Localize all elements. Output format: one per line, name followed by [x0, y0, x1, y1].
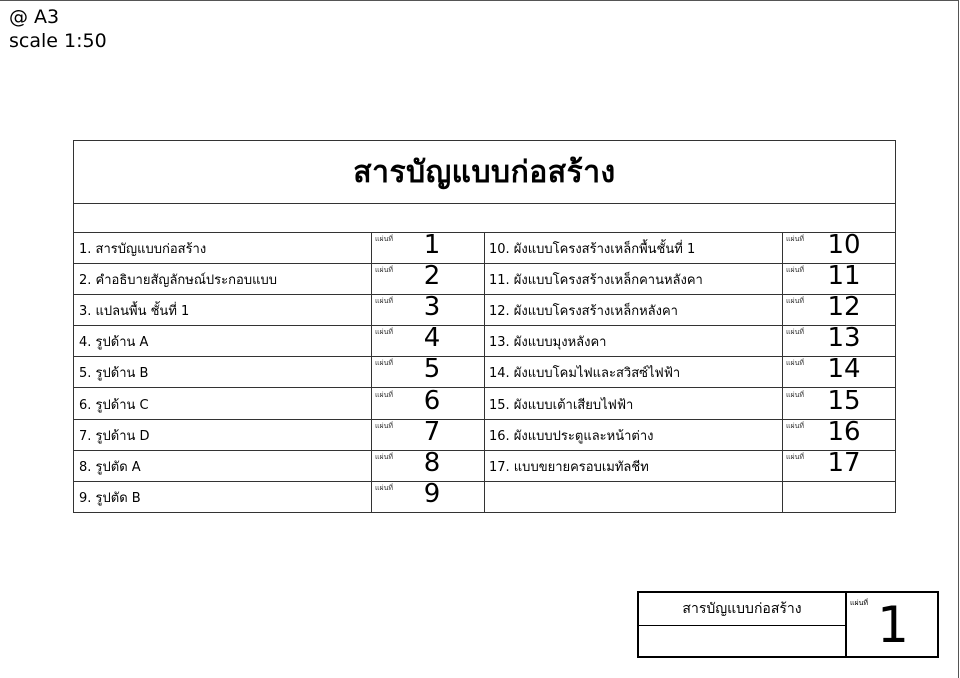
table-row — [74, 447, 895, 481]
sheet-word: แผ่นที่ — [375, 452, 394, 461]
sheet-name: 13. ผังแบบมุงหลังคา — [489, 335, 607, 351]
sheet-word: แผ่นที่ — [375, 359, 394, 368]
paper-size: @ A3 — [9, 6, 60, 28]
sheet-word: แผ่นที่ — [375, 328, 394, 337]
table-row — [74, 356, 895, 387]
title-block-name: สารบัญแบบก่อสร้าง — [682, 601, 802, 617]
sheet-number: 15 — [827, 385, 861, 416]
sheet-name: 5. รูปด้าน B — [79, 366, 149, 382]
sheet-word: แผ่นที่ — [375, 390, 394, 399]
sheet-word: แผ่นที่ — [375, 235, 394, 243]
table-row — [74, 263, 895, 294]
sheet-word: แผ่นที่ — [786, 235, 805, 243]
title-block-sheet-number: 1 — [877, 596, 909, 654]
sheet-name: 1. สารบัญแบบก่อสร้าง — [79, 242, 207, 257]
table-row — [74, 416, 895, 450]
sheet-name: 10. ผังแบบโครงสร้างเหล็กพื้นชั้นที่ 1 — [489, 242, 696, 257]
sheet-word: แผ่นที่ — [786, 390, 805, 399]
drawing-scale: scale 1:50 — [9, 30, 107, 52]
sheet-word: แผ่นที่ — [375, 297, 394, 306]
sheet-name: 9. รูปตัด B — [79, 490, 141, 506]
sheet-number: 16 — [827, 416, 861, 447]
sheet-number: 9 — [423, 478, 441, 509]
sheet-label — [9, 5, 107, 53]
sheet-number: 5 — [423, 354, 441, 385]
sheet-name: 15. ผังแบบเต้าเสียบไฟฟ้า — [489, 397, 634, 413]
sheet-number: 4 — [423, 323, 441, 354]
sheet-name: 6. รูปด้าน C — [79, 397, 149, 413]
sheet-name: 4. รูปด้าน A — [79, 335, 149, 351]
sheet-name: 3. แปลนพื้น ชั้นที่ 1 — [79, 304, 190, 320]
sheet-name: 7. รูปด้าน D — [79, 428, 150, 444]
sheet-number: 3 — [423, 292, 441, 323]
sheet-number: 10 — [827, 230, 861, 260]
sheet-number: 11 — [827, 261, 861, 292]
sheet-number: 8 — [423, 447, 441, 478]
table-row — [74, 385, 895, 419]
title-block-sheet-word: แผ่นที่ — [850, 599, 869, 607]
table-row — [74, 478, 895, 512]
sheet-word: แผ่นที่ — [786, 452, 805, 461]
sheet-word: แผ่นที่ — [375, 483, 394, 492]
sheet-number: 14 — [827, 354, 861, 385]
title-block-divider — [639, 625, 845, 626]
table-row — [74, 294, 895, 325]
frame-edge-right — [958, 0, 959, 678]
index-title: สารบัญแบบก่อสร้าง — [353, 154, 616, 190]
drawing-index-table — [73, 140, 896, 513]
table-row — [74, 232, 895, 263]
sheet-number: 2 — [423, 261, 441, 292]
frame-edge-top — [0, 0, 958, 1]
title-divider — [74, 203, 895, 204]
sheet-number: 13 — [827, 323, 861, 354]
sheet-word: แผ่นที่ — [786, 359, 805, 368]
sheet-number: 12 — [827, 292, 861, 323]
title-block — [637, 591, 939, 658]
sheet-number: 7 — [423, 416, 441, 447]
sheet-word: แผ่นที่ — [786, 421, 805, 430]
sheet-name: 11. ผังแบบโครงสร้างเหล็กคานหลังคา — [489, 273, 703, 289]
sheet-word: แผ่นที่ — [786, 328, 805, 337]
sheet-name: 16. ผังแบบประตูและหน้าต่าง — [489, 428, 654, 444]
sheet-number: 6 — [423, 385, 441, 416]
sheet-name: 17. แบบขยายครอบเมทัลชีท — [489, 459, 649, 475]
sheet-number: 1 — [423, 230, 441, 260]
sheet-name: 2. คำอธิบายสัญลักษณ์ประกอบแบบ — [79, 273, 277, 289]
sheet-word: แผ่นที่ — [375, 266, 394, 275]
sheet-number: 17 — [827, 447, 861, 478]
sheet-name: 8. รูปตัด A — [79, 459, 141, 475]
sheet-word: แผ่นที่ — [375, 421, 394, 430]
sheet-word: แผ่นที่ — [786, 297, 805, 306]
sheet-name: 14. ผังแบบโคมไฟและสวิสซ์ไฟฟ้า — [489, 366, 681, 382]
sheet-name: 12. ผังแบบโครงสร้างเหล็กหลังคา — [489, 304, 678, 320]
table-row — [74, 325, 895, 356]
sheet-word: แผ่นที่ — [786, 266, 805, 275]
